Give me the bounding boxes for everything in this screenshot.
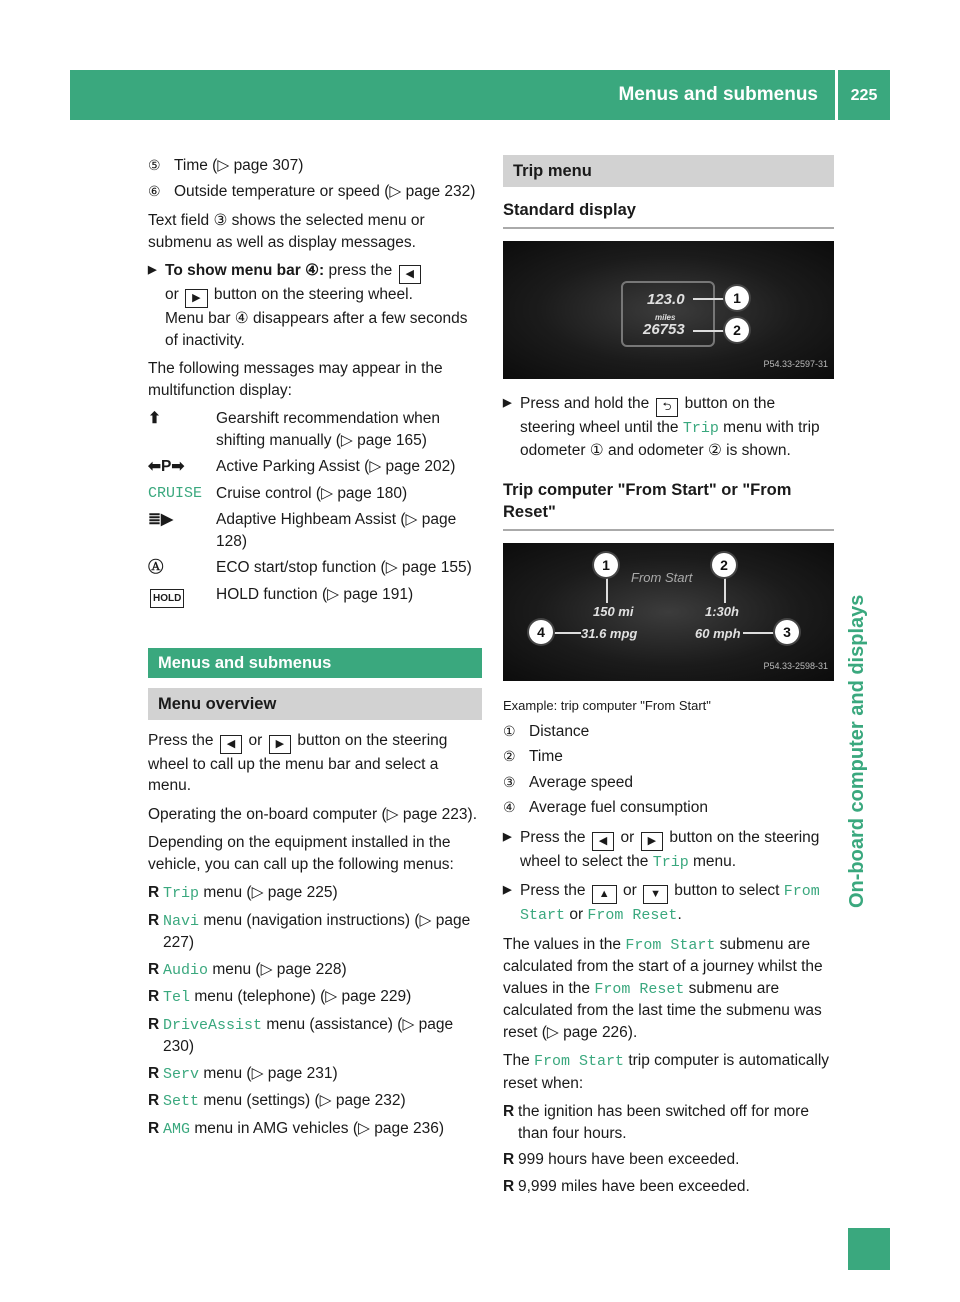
auto-reset-paragraph [503,1050,834,1094]
left-key-icon: ◀ [220,735,242,754]
right-column [503,155,834,1202]
text: or [165,286,184,303]
menu-desc: menu (navigation instructions) (▷ page 227) [163,911,471,951]
menu-name: Navi [163,912,200,930]
image-code: P54.33-2598-31 [763,660,828,671]
menu-name: Trip [682,420,719,437]
bullet-mark: R [148,1119,160,1137]
menu-desc: menu (telephone) (▷ page 229) [190,988,412,1005]
list-item [503,1101,834,1144]
subsection-heading: Trip menu [503,155,834,187]
list-item [503,1176,834,1198]
bullet-mark: R [148,1092,160,1109]
submenu-name: From Reset [594,980,685,998]
bullet-text: 9,999 miles have been exceeded. [518,1177,750,1195]
symbol-row [148,408,482,451]
values-paragraph [503,934,834,1044]
text: The [503,1052,535,1069]
odometer-unit: miles [655,313,676,322]
text: Press the [148,731,218,749]
callout-number: ⑥ [148,182,161,199]
bullet-mark: R [503,1151,515,1168]
left-key-icon: ◀ [399,265,421,284]
text: Press the [520,828,590,846]
legend-text: Average speed [529,773,633,791]
up-key-icon: ▲ [592,885,617,904]
left-key-icon: ◀ [592,832,614,851]
symbol-row [148,456,482,478]
callout-number: ① [503,722,516,739]
overview-paragraph [148,730,482,797]
bullet-mark: R [148,1015,160,1033]
sub-heading: Trip computer "From Start" or "From Reset" [503,479,834,531]
text: Press and hold the [520,395,654,412]
leader-line [724,577,726,603]
distance-value: 150 mi [593,604,634,619]
text: trip computer is automatically reset when: [503,1052,830,1092]
menu-name: Trip [163,885,200,902]
trip-odometer-value: 123.0 [647,291,685,308]
instruction-lead: To show menu bar ④: [165,262,325,279]
callout-2: 2 [725,318,749,342]
legend-text: Distance [529,722,590,740]
list-item [148,959,482,982]
depending-paragraph: Depending on the equipment installed in the vehicle, you can call up the following menus: [148,834,454,873]
menu-desc: menu (▷ page 228) [208,960,347,978]
bullet-mark: R [148,884,160,901]
side-marker [848,1228,890,1270]
leader-line [743,632,775,634]
text: button on the steering wheel to select the [520,828,820,870]
bullet-mark: R [148,988,160,1005]
speed-value: 60 mph [695,626,741,641]
instruction-step [503,880,834,927]
instruction-result: Menu bar ④ disappears after a few seconds of inactivity. [165,310,468,349]
text: button on the steering wheel to call up the menu bar and select a menu. [148,731,448,794]
bullet-mark: R [148,960,160,978]
back-key-icon: ⮌ [656,398,679,417]
menu-desc: menu (▷ page 225) [199,884,338,901]
menu-name: DriveAssist [163,1016,263,1034]
callout-1: 1 [594,553,618,577]
menu-desc: menu in AMG vehicles (▷ page 236) [190,1119,445,1137]
list-item [148,1063,482,1086]
text: menu. [688,852,737,870]
symbol-text: HOLD function (▷ page 191) [216,585,414,603]
messages-intro: The following messages may appear in the multifunction display: [148,360,443,399]
text-field-paragraph: Text field ③ shows the selected menu or submenu as well as display messages. [148,212,425,251]
text: button on the steering wheel until the [520,395,776,436]
bullet-mark: R [503,1177,515,1195]
callout-number: ② [503,748,516,764]
subsection-heading: Menu overview [148,688,482,720]
text: or [565,906,588,923]
callout-number: ③ [503,773,516,790]
display-title: From Start [631,570,693,585]
symbol-text: Active Parking Assist (▷ page 202) [216,458,456,475]
text: button on the steering wheel. [209,286,413,303]
text: or [618,882,642,899]
text: press the [324,262,397,279]
legend-item [503,746,834,768]
sub-heading: Standard display [503,199,834,229]
hold-icon [148,584,216,608]
list-item [148,1090,482,1113]
submenu-name: From Start [520,883,820,924]
leader-line [693,330,726,332]
text: menu with trip odometer ① and odometer ② is shown. [520,419,820,459]
text: Press the [520,882,590,899]
submenu-name: From Reset [587,907,678,924]
bullet-mark: R [503,1103,515,1120]
odometer-value: 26753 [643,321,685,338]
instruction-step [503,827,834,874]
image-code: P54.33-2597-31 [763,358,828,369]
callout-3: 3 [775,620,799,644]
menu-name: Audio [163,961,209,979]
page-number: 225 [850,87,878,104]
menu-name: Tel [163,989,191,1006]
right-key-icon: ▶ [185,289,207,308]
list-item [503,1149,834,1171]
legend-item [503,721,834,743]
instruction-step [503,393,834,461]
bullet-text: the ignition has been switched off for more than four hours. [518,1103,809,1142]
list-item [148,1118,482,1141]
text: or [244,731,267,749]
submenu-name: From Start [625,936,716,954]
legend-text: Average fuel consumption [529,799,708,816]
list-item [148,882,482,905]
right-key-icon: ▶ [641,832,663,851]
legend-text: Time [529,748,563,765]
parking-assist-icon: ⬅P➡ [148,458,185,475]
bullet-mark: R [148,1064,160,1082]
fuel-value: 31.6 mpg [581,626,638,641]
text: submenu are calculated from the last time the submenu was reset (▷ page 226). [503,979,822,1041]
instruction-step [148,260,482,351]
callout-1: 1 [725,286,749,310]
text: button to select [669,882,784,899]
text: submenu are calculated from the start of a journey whilst the values in the [503,935,823,997]
menu-desc: menu (assistance) (▷ page 230) [163,1015,454,1055]
image-caption: Example: trip computer "From Start" [503,698,711,713]
list-item [148,181,482,203]
symbol-row [148,584,482,608]
standard-display-image [503,241,834,379]
menu-name: Serv [163,1065,200,1083]
bullet-text: 999 hours have been exceeded. [518,1151,740,1168]
symbol-text: Adaptive Highbeam Assist (▷ page 128) [216,511,457,550]
operating-paragraph: Operating the on-board computer (▷ page 223). [148,805,478,823]
menu-name: Sett [163,1093,200,1110]
eco-start-stop-icon: Ⓐ [148,559,164,576]
callout-number: ④ [503,799,516,815]
text: The values in the [503,935,626,953]
section-heading: Menus and submenus [148,648,482,678]
symbol-row [148,509,482,552]
callout-4: 4 [529,620,553,644]
leader-line [553,632,581,634]
hold-label: HOLD [150,589,184,608]
list-item-text: Outside temperature or speed (▷ page 232) [174,182,476,200]
symbol-text: Cruise control (▷ page 180) [216,484,408,502]
time-value: 1:30h [705,604,739,619]
highbeam-assist-icon: ≣▶ [148,511,173,528]
list-item [148,986,482,1009]
side-tab [838,124,890,920]
cruise-label: CRUISE [148,484,203,502]
submenu-name: From Start [534,1053,625,1070]
bullet-mark: R [148,911,160,929]
menu-name: AMG [163,1120,191,1138]
text: . [677,906,682,923]
menu-desc: menu (▷ page 231) [199,1064,338,1082]
symbol-text: ECO start/stop function (▷ page 155) [216,559,472,576]
trip-computer-image [503,543,834,681]
down-key-icon: ▼ [643,885,668,904]
legend-item [503,772,834,794]
legend-item [503,797,834,819]
text: or [616,828,639,846]
leader-line [606,577,608,603]
leader-line [693,298,726,300]
symbol-row [148,483,482,505]
list-item [148,155,482,177]
menu-desc: menu (settings) (▷ page 232) [199,1092,406,1109]
list-item-text: Time (▷ page 307) [174,157,304,174]
side-tab-label: On-board computer and displays [846,594,868,908]
menu-name: Trip [652,853,689,871]
callout-number: ⑤ [148,157,161,173]
callout-2: 2 [712,553,736,577]
symbol-row [148,557,482,579]
gearshift-icon: ⬆ [148,410,161,427]
symbol-text: Gearshift recommendation when shifting manually (▷ page 165) [216,410,441,449]
header-title: Menus and submenus [618,84,818,105]
list-item [148,1014,482,1058]
right-key-icon: ▶ [269,735,291,754]
left-column [148,155,482,1145]
list-item [148,910,482,954]
